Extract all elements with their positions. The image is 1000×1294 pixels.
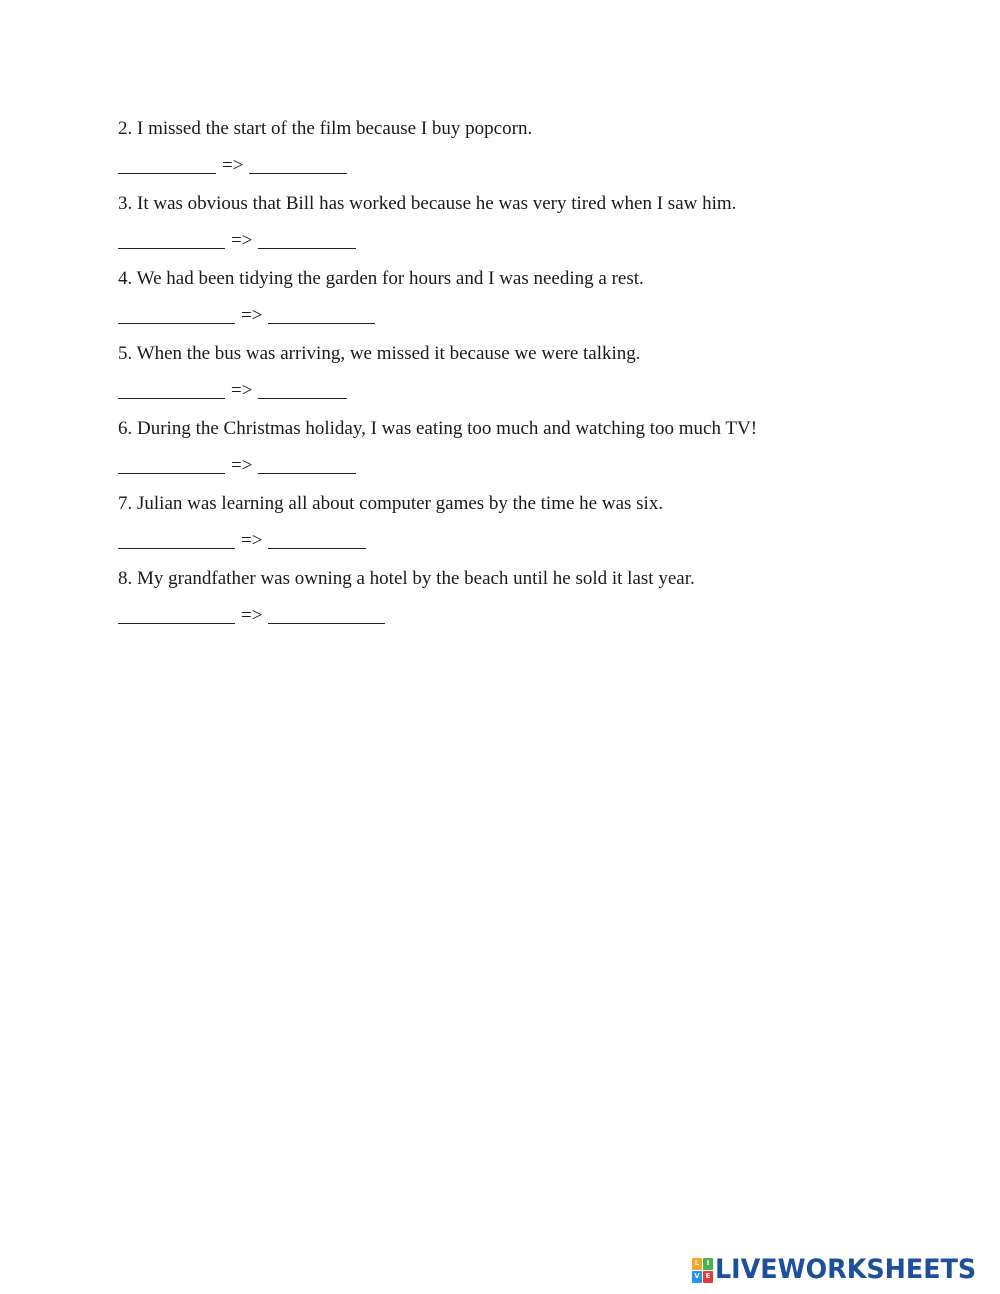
answer-4-incorrect-input[interactable] bbox=[118, 305, 235, 324]
answer-row-7 bbox=[118, 527, 366, 549]
arrow-symbol: => bbox=[222, 155, 244, 176]
answer-row-6 bbox=[118, 452, 356, 474]
question-number: 7. bbox=[118, 493, 133, 514]
question-8 bbox=[118, 568, 695, 590]
question-4 bbox=[118, 268, 644, 290]
question-7 bbox=[118, 493, 663, 515]
answer-5-correct-input[interactable] bbox=[258, 380, 347, 399]
question-3 bbox=[118, 193, 736, 215]
question-text: During the Christmas holiday, I was eating too much and watching too much TV! bbox=[137, 418, 758, 439]
answer-4-correct-input[interactable] bbox=[268, 305, 375, 324]
question-text: Julian was learning all about computer games by the time he was six. bbox=[137, 493, 664, 514]
answer-2-incorrect-input[interactable] bbox=[118, 155, 216, 174]
answer-6-incorrect-input[interactable] bbox=[118, 455, 225, 474]
question-number: 2. bbox=[118, 118, 133, 139]
arrow-symbol: => bbox=[231, 230, 253, 251]
answer-8-incorrect-input[interactable] bbox=[118, 605, 235, 624]
answer-5-incorrect-input[interactable] bbox=[118, 380, 225, 399]
answer-7-correct-input[interactable] bbox=[268, 530, 366, 549]
answer-row-4 bbox=[118, 302, 375, 324]
liveworksheets-logo-text: LIVEWORKSHEETS bbox=[715, 1254, 977, 1285]
logo-tile-e: E bbox=[703, 1271, 713, 1283]
logo-tile-l: L bbox=[692, 1258, 702, 1270]
arrow-symbol: => bbox=[241, 605, 263, 626]
question-2 bbox=[118, 118, 532, 140]
answer-row-2 bbox=[118, 152, 347, 174]
answer-row-8 bbox=[118, 602, 385, 624]
logo-tile-v: V bbox=[692, 1271, 702, 1283]
question-text: We had been tidying the garden for hours and I was needing a rest. bbox=[136, 268, 644, 289]
answer-6-correct-input[interactable] bbox=[258, 455, 356, 474]
question-number: 4. bbox=[118, 268, 133, 289]
question-number: 6. bbox=[118, 418, 133, 439]
question-text: It was obvious that Bill has worked because he was very tired when I saw him. bbox=[137, 193, 737, 214]
answer-7-incorrect-input[interactable] bbox=[118, 530, 235, 549]
answer-row-5 bbox=[118, 377, 347, 399]
question-number: 5. bbox=[118, 343, 133, 364]
answer-3-correct-input[interactable] bbox=[258, 230, 356, 249]
answer-3-incorrect-input[interactable] bbox=[118, 230, 225, 249]
question-number: 3. bbox=[118, 193, 133, 214]
answer-row-3 bbox=[118, 227, 356, 249]
question-text: My grandfather was owning a hotel by the beach until he sold it last year. bbox=[137, 568, 695, 589]
arrow-symbol: => bbox=[241, 305, 263, 326]
arrow-symbol: => bbox=[231, 380, 253, 401]
question-text: I missed the start of the film because I buy popcorn. bbox=[137, 118, 533, 139]
question-5 bbox=[118, 343, 641, 365]
arrow-symbol: => bbox=[241, 530, 263, 551]
liveworksheets-logo bbox=[692, 1256, 993, 1284]
question-6 bbox=[118, 418, 757, 440]
liveworksheets-logo-icon bbox=[692, 1258, 712, 1282]
answer-2-correct-input[interactable] bbox=[249, 155, 347, 174]
arrow-symbol: => bbox=[231, 455, 253, 476]
logo-tile-i: I bbox=[703, 1258, 713, 1270]
answer-8-correct-input[interactable] bbox=[268, 605, 385, 624]
question-text: When the bus was arriving, we missed it because we were talking. bbox=[136, 343, 641, 364]
question-number: 8. bbox=[118, 568, 133, 589]
